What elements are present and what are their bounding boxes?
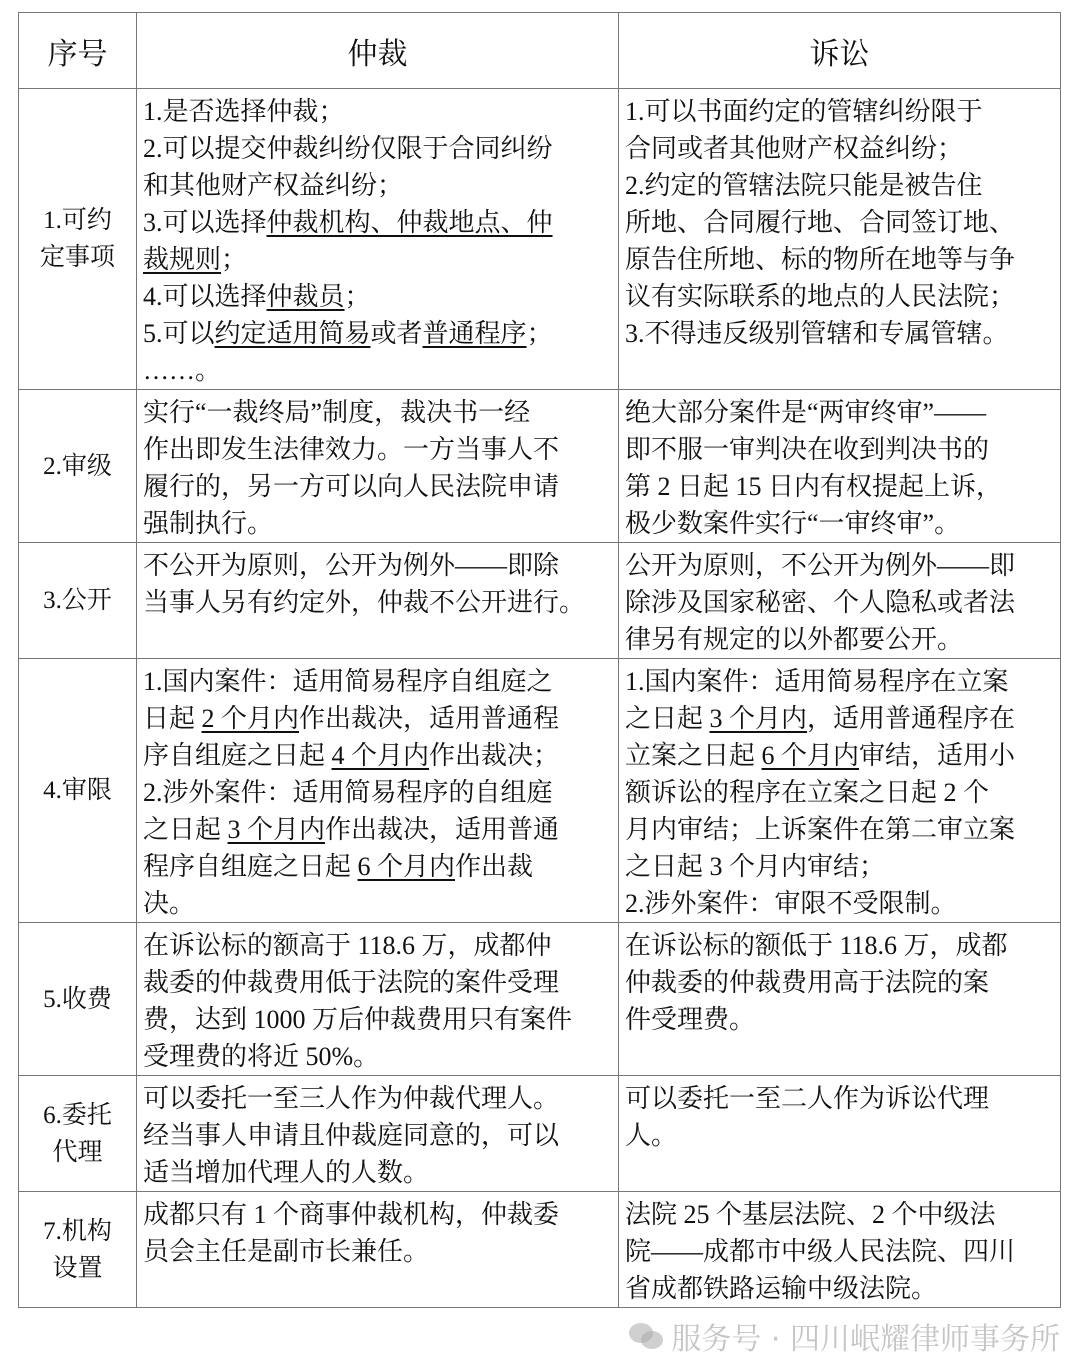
text-segment: 可以委托一至二人作为诉讼代理 [625,1084,990,1113]
underlined-segment: 6 个月内 [761,741,860,770]
arbitration-cell [137,1192,619,1308]
underlined-segment: 2 个月内 [201,704,300,733]
text-line [625,663,1054,700]
text-segment: 4.可以选择 [143,282,267,311]
text-segment: 3.不得违反级别管辖和专属管辖。 [625,319,1009,348]
text-line [625,1117,1054,1154]
text-line [143,1001,612,1038]
row-label [19,1192,137,1308]
text-segment: 日起 [143,704,202,733]
text-segment: 不公开为原则，公开为例外——即除 [143,551,560,580]
table-row [19,390,1061,543]
watermark-text: 服务号 · 四川岷耀律师事务所 [671,1322,1060,1357]
table-row [19,659,1061,923]
text-segment: 律另有规定的以外都要公开。 [625,625,964,654]
text-line [625,1001,1054,1038]
text-segment: 仲裁委的仲裁费用高于法院的案 [625,968,990,997]
text-segment: 除涉及国家秘密、个人隐私或者法 [625,588,1016,617]
text-line [143,278,612,315]
text-segment: 适当增加代理人的人数。 [143,1158,430,1187]
text-line [625,811,1054,848]
text-line [143,93,612,130]
underlined-segment: 6 个月内 [357,852,456,881]
label-line: 代理 [52,1138,103,1166]
text-segment: 作出裁决，适用普通程 [299,704,560,733]
litigation-cell [619,659,1061,923]
text-line [625,774,1054,811]
text-segment: 月内审结；上诉案件在第二审立案 [625,815,1016,844]
text-segment: 在诉讼标的额高于 118.6 万，成都仲 [143,931,552,960]
text-segment: 之日起 [625,704,710,733]
text-segment: 1.可以书面约定的管辖纠纷限于 [625,97,983,126]
text-segment: 2.涉外案件：适用简易程序的自组庭 [143,778,553,807]
litigation-cell [619,1076,1061,1192]
text-segment: 在诉讼标的额低于 118.6 万，成都 [625,931,1008,960]
text-segment: 之日起 [143,815,228,844]
text-segment: ； [526,319,553,348]
text-segment: 5.可以 [143,319,215,348]
text-line [143,130,612,167]
text-segment: 法院 25 个基层法院、2 个中级法 [625,1200,996,1229]
underlined-segment: 裁规则 [143,245,222,274]
text-segment: 或者 [370,319,423,348]
text-segment: 省成都铁路运输中级法院。 [625,1274,938,1303]
table-row [19,543,1061,659]
text-segment: 审结，适用小 [859,741,1016,770]
text-line [625,927,1054,964]
header-arbitration: 仲裁 [137,13,619,89]
underlined-segment: 仲裁机构、仲裁地点、仲 [266,208,553,237]
text-line [143,167,612,204]
text-line [625,431,1054,468]
text-segment: 1.国内案件：适用简易程序在立案 [625,667,1009,696]
text-line [143,885,612,922]
text-segment: 公开为原则，不公开为例外——即 [625,551,1016,580]
text-line [143,700,612,737]
text-segment: 强制执行。 [143,509,274,538]
arbitration-cell [137,543,619,659]
table-row [19,923,1061,1076]
text-line [625,241,1054,278]
label-line: 6.委托 [43,1101,112,1129]
table-row [19,1076,1061,1192]
text-line [143,1154,612,1191]
text-segment: 受理费的将近 50%。 [143,1042,380,1071]
row-label [19,923,137,1076]
text-line [143,352,612,389]
text-line [625,468,1054,505]
row-label [19,543,137,659]
underlined-segment: 4 个月内 [331,741,430,770]
arbitration-cell [137,390,619,543]
text-segment: 额诉讼的程序在立案之日起 2 个 [625,778,990,807]
label-line: 5.收费 [43,985,112,1013]
text-line [625,848,1054,885]
text-line [143,1117,612,1154]
text-line [143,663,612,700]
text-segment: 当事人另有约定外，仲裁不公开进行。 [143,588,586,617]
text-segment: 院——成都市中级人民法院、四川 [625,1237,1016,1266]
text-line [625,394,1054,431]
row-label [19,659,137,923]
text-line [625,1080,1054,1117]
text-segment: 裁委的仲裁费用低于法院的案件受理 [143,968,560,997]
text-segment: ； [221,245,248,274]
text-segment: 决。 [143,889,196,918]
text-segment: 作出即发生法律效力。一方当事人不 [143,435,560,464]
label-line: 3.公开 [43,587,112,614]
label-line: 7.机构 [43,1217,112,1245]
text-line [625,505,1054,542]
text-line [625,1233,1054,1270]
table-row [19,1192,1061,1308]
text-segment: 立案之日起 [625,741,762,770]
text-segment: 合同或者其他财产权益纠纷； [625,134,964,163]
text-line [143,1196,612,1233]
text-segment: 2.可以提交仲裁纠纷仅限于合同纠纷 [143,134,553,163]
text-line [143,505,612,542]
text-segment: ，适用普通程序在 [807,704,1016,733]
text-line [143,1233,612,1270]
text-segment: 2.约定的管辖法院只能是被告住 [625,171,983,200]
underlined-segment: 普通程序 [422,319,527,348]
text-line [625,737,1054,774]
text-segment: 极少数案件实行“一审终审”。 [625,509,961,538]
text-line [625,1270,1054,1307]
text-line [143,811,612,848]
header-index: 序号 [19,13,137,89]
text-line [143,1080,612,1117]
text-line [625,93,1054,130]
comparison-table [18,12,1061,1308]
text-segment: 件受理费。 [625,1005,756,1034]
text-line [143,431,612,468]
litigation-cell [619,543,1061,659]
text-segment: 3.可以选择 [143,208,267,237]
text-segment: 程序自组庭之日起 [143,852,358,881]
label-line: 4.审限 [43,777,112,804]
text-line [625,621,1054,658]
text-segment: 1.是否选择仲裁； [143,97,345,126]
text-segment: 实行“一裁终局”制度，裁决书一经 [143,398,531,427]
litigation-cell [619,89,1061,390]
text-line [625,547,1054,584]
arbitration-cell [137,659,619,923]
header-row [19,13,1061,89]
text-line [143,204,612,241]
text-segment: 序自组庭之日起 [143,741,332,770]
watermark [0,1314,1060,1358]
litigation-cell [619,923,1061,1076]
text-segment: 成都只有 1 个商事仲裁机构，仲裁委 [143,1200,560,1229]
text-segment: 经当事人申请且仲裁庭同意的，可以 [143,1121,560,1150]
text-line [143,394,612,431]
text-line [625,204,1054,241]
text-segment: 作出裁决； [429,741,560,770]
table-row [19,89,1061,390]
litigation-cell [619,390,1061,543]
text-line [625,700,1054,737]
text-line [143,737,612,774]
text-line [143,1038,612,1075]
text-line [143,774,612,811]
underlined-segment: 3 个月内 [227,815,326,844]
text-segment: 即不服一审判决在收到判决书的 [625,435,990,464]
row-label [19,1076,137,1192]
text-line [625,584,1054,621]
label-line: 1.可约 [43,207,112,234]
text-line [625,278,1054,315]
wechat-icon [629,1321,665,1351]
label-line: 定事项 [39,244,115,271]
text-line [143,241,612,278]
arbitration-cell [137,1076,619,1192]
text-segment: 费，达到 1000 万后仲裁费用只有案件 [143,1005,573,1034]
text-line [143,468,612,505]
text-line [143,584,612,621]
text-segment: 员会主任是副市长兼任。 [143,1237,430,1266]
text-segment: 之日起 3 个月内审结； [625,852,886,881]
text-line [143,848,612,885]
text-line [625,885,1054,922]
underlined-segment: 3 个月内 [709,704,808,733]
text-segment: 人。 [625,1121,678,1150]
row-label [19,390,137,543]
text-line [143,964,612,1001]
text-segment: 绝大部分案件是“两审终审”—— [625,398,987,427]
text-segment: 原告住所地、标的物所在地等与争 [625,245,1016,274]
underlined-segment: 仲裁员 [266,282,345,311]
text-segment: 所地、合同履行地、合同签订地、 [625,208,1016,237]
text-line [625,1196,1054,1233]
text-segment: 和其他财产权益纠纷； [143,171,404,200]
litigation-cell [619,1192,1061,1308]
text-segment: ； [344,282,371,311]
text-segment: 可以委托一至三人作为仲裁代理人。 [143,1084,560,1113]
arbitration-cell [137,89,619,390]
text-line [625,167,1054,204]
text-line [625,315,1054,352]
text-line [143,315,612,352]
underlined-segment: 约定适用简易 [214,319,371,348]
text-line [143,927,612,964]
label-line: 设置 [52,1254,103,1282]
text-segment: 第 2 日起 15 日内有权提起上诉， [625,472,1003,501]
header-litigation: 诉讼 [619,13,1061,89]
row-label [19,89,137,390]
text-line [625,130,1054,167]
text-segment: 履行的，另一方可以向人民法院申请 [143,472,560,501]
text-segment: 2.涉外案件：审限不受限制。 [625,889,957,918]
text-segment: 作出裁 [455,852,534,881]
text-segment: 作出裁决，适用普通 [325,815,560,844]
text-segment: 议有实际联系的地点的人民法院； [625,282,1016,311]
text-segment: 1.国内案件：适用简易程序自组庭之 [143,667,553,696]
arbitration-cell [137,923,619,1076]
text-line [143,547,612,584]
text-line [625,964,1054,1001]
text-segment: ……。 [143,356,222,385]
label-line: 2.审级 [43,452,112,480]
